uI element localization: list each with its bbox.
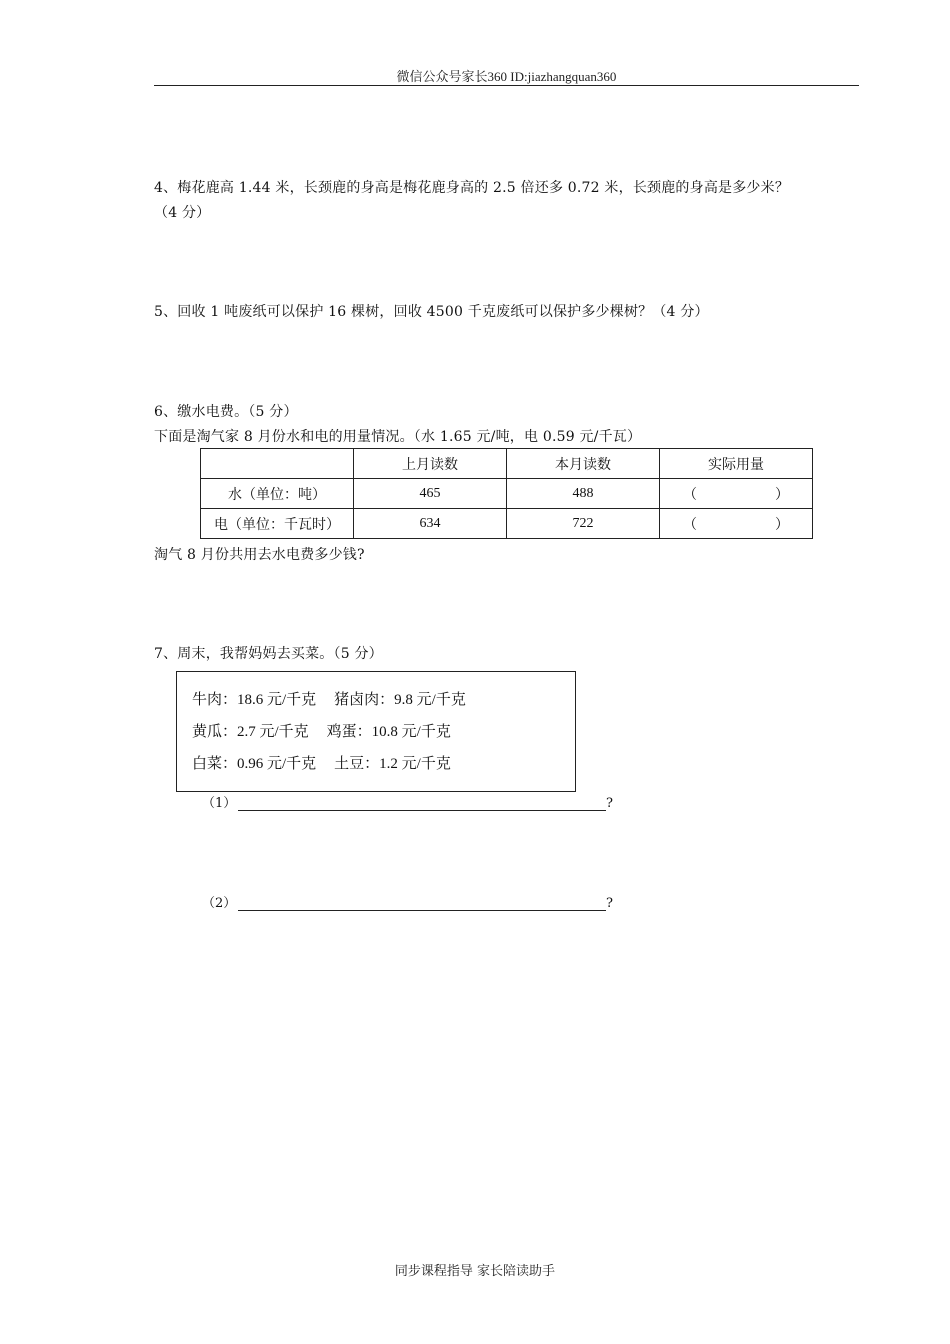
price-cucumber: 黄瓜：2.7 元/千克	[192, 724, 309, 740]
sub-question-2-answer-line[interactable]	[238, 896, 606, 911]
price-list-box	[176, 671, 576, 792]
price-row-2	[192, 720, 451, 741]
question-6-intro: 下面是淘气家 8 月份水和电的用量情况。（水 1.65 元/吨，电 0.59 元/千瓦）	[154, 429, 642, 445]
header-cell-last-reading: 上月读数	[354, 449, 507, 479]
sub-question-1	[202, 792, 613, 811]
water-current-reading: 488	[507, 479, 660, 509]
paren-open: （	[683, 517, 697, 533]
table-row-electricity	[201, 509, 813, 539]
paren-close: ）	[775, 517, 789, 533]
electricity-usage-blank[interactable]	[660, 509, 813, 539]
page-header: 微信公众号家长360 ID:jiazhangquan360	[396, 69, 617, 84]
row-label-electricity: 电（单位：千瓦时）	[201, 509, 354, 539]
water-usage-blank[interactable]	[660, 479, 813, 509]
price-potato: 土豆：1.2 元/千克	[334, 756, 451, 772]
header-cell-actual-usage: 实际用量	[660, 449, 813, 479]
question-4-text: 4、梅花鹿高 1.44 米，长颈鹿的身高是梅花鹿身高的 2.5 倍还多 0.72 米，长颈鹿的身高是多少米？	[154, 180, 790, 196]
header-cell-current-reading: 本月读数	[507, 449, 660, 479]
page-footer: 同步课程指导 家长陪读助手	[394, 1264, 556, 1279]
sub-question-1-mark: ?	[606, 796, 613, 811]
question-6-question: 淘气 8 月份共用去水电费多少钱?	[154, 547, 365, 563]
question-4-score: （4 分）	[154, 205, 211, 221]
sub-question-1-answer-line[interactable]	[238, 796, 606, 811]
price-row-1	[192, 688, 466, 709]
usage-table	[200, 448, 813, 539]
header-divider	[154, 85, 859, 86]
paren-close: ）	[775, 487, 789, 503]
table-row-water	[201, 479, 813, 509]
price-beef: 牛肉：18.6 元/千克	[192, 692, 317, 708]
water-last-reading: 465	[354, 479, 507, 509]
question-6-title: 6、缴水电费。（5 分）	[154, 404, 298, 420]
question-5-text: 5、回收 1 吨废纸可以保护 16 棵树，回收 4500 千克废纸可以保护多少棵树？（4 分）	[154, 304, 709, 320]
header-cell-empty	[201, 449, 354, 479]
usage-table-header-row	[201, 449, 813, 479]
paren-open: （	[683, 487, 697, 503]
sub-question-2	[202, 892, 613, 911]
sub-question-2-mark: ?	[606, 896, 613, 911]
electricity-last-reading: 634	[354, 509, 507, 539]
sub-question-2-label: （2）	[202, 896, 237, 911]
price-cabbage: 白菜：0.96 元/千克	[192, 756, 317, 772]
price-braised-pork: 猪卤肉：9.8 元/千克	[334, 692, 466, 708]
sub-question-1-label: （1）	[202, 796, 237, 811]
price-row-3	[192, 752, 451, 773]
price-eggs: 鸡蛋：10.8 元/千克	[326, 724, 451, 740]
electricity-current-reading: 722	[507, 509, 660, 539]
question-7-title: 7、周末，我帮妈妈去买菜。（5 分）	[154, 646, 383, 662]
row-label-water: 水（单位：吨）	[201, 479, 354, 509]
